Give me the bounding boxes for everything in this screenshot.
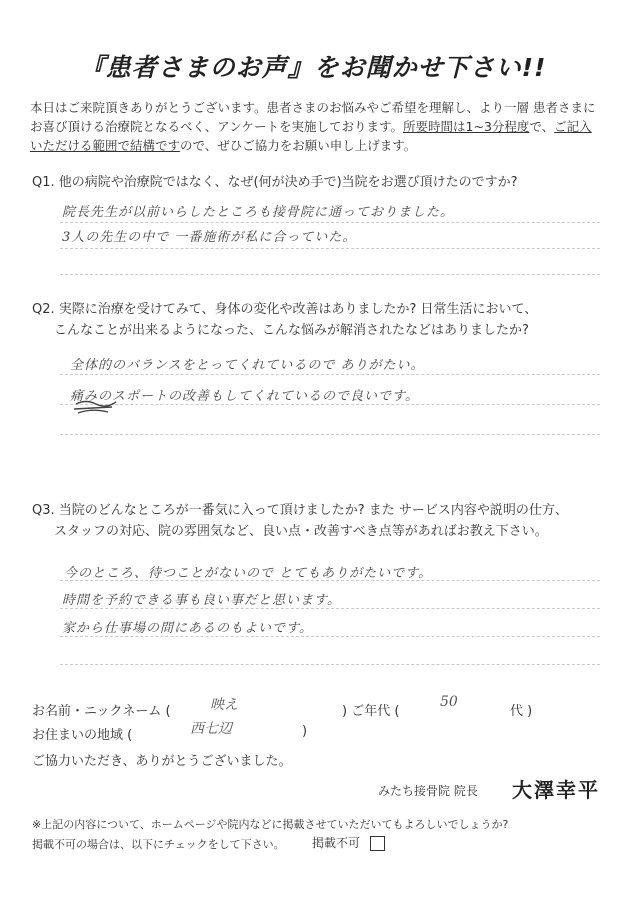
director-signature: 大澤幸平: [512, 778, 600, 802]
age-suffix: 代 ): [510, 704, 533, 719]
q2-answer-line-2: 痛みのスポートの改善もしてくれているので良いです。: [70, 389, 419, 404]
area-value[interactable]: 西七辺: [190, 721, 232, 737]
footer-note-1: ※上記の内容について、ホームページや院内などに掲載させていただいてもよろしいでしょうか?: [32, 818, 509, 831]
q1-rule-3: [60, 274, 600, 275]
q3-answer-line-3: 家から仕事場の間にあるのもよいです。: [62, 621, 313, 636]
page-title: 『患者さまのお声』をお聞かせ下さい!!: [79, 53, 547, 82]
q2-answer-line-1: 全体的のバランスをとってくれているので ありがたい。: [70, 358, 425, 373]
q1-rule-2: [60, 248, 600, 249]
q3-rule-3: [60, 636, 600, 637]
q3-answer-line-2: 時間を予約できる事も良い事だと思います。: [62, 593, 341, 608]
intro-time-note: 所要時間は1~3分程度: [403, 119, 530, 134]
name-value[interactable]: 映え: [210, 697, 238, 713]
intro-part3: ので、ぜひご協力をお願い申し上げます。: [180, 138, 417, 153]
q2-question-line-2: こんなことが出来るようになった、こんな悩みが解消されたなどはありましたか?: [54, 323, 529, 338]
intro-text: [30, 98, 600, 155]
publish-refusal-label: 掲載不可: [312, 836, 361, 850]
name-label: お名前・ニックネーム (: [32, 704, 171, 719]
q2-rule-2: [60, 404, 600, 405]
q2-rule-3: [60, 434, 600, 435]
area-label: お住まいの地域 (: [32, 728, 133, 743]
intro-part1: 本日はご来院頂きありがとうございます。患者さまのお悩みやご希望を理解し、より一層 患者さまにお喜び頂ける治療院となるべく、アンケートを実施しております。: [30, 100, 596, 134]
footer-note-2: 掲載不可の場合は、以下にチェックをして下さい。: [32, 838, 285, 851]
q3-question-line-2: スタッフの対応、院の雰囲気など、良い点・改善すべき点等があればお教え下さい。: [54, 524, 548, 539]
thanks-text: ご協力いただき、ありがとうございました。: [32, 754, 292, 769]
q3-rule-4: [60, 664, 600, 665]
q2-question-line-1: Q2. 実際に治療を受けてみて、身体の変化や改善はありましたか? 日常生活において、: [32, 302, 538, 317]
q3-question-line-1: Q3. 当院のどんなところが一番気に入って頂けましたか? また サービス内容や説明の仕方、: [32, 503, 568, 518]
intro-part2: で、: [529, 119, 555, 134]
q1-answer-line-1: 院長先生が以前いらしたところも接骨院に通っておりました。: [62, 205, 455, 220]
age-value[interactable]: 50: [440, 694, 458, 710]
clinic-name: みたち接骨院 院長: [378, 784, 478, 798]
q1-question: Q1. 他の病院や治療院ではなく、なぜ(何が決め手で)当院をお選び頂けたのですか?: [32, 175, 518, 190]
publish-refusal-checkbox[interactable]: [370, 833, 385, 852]
scribble-mark: [72, 396, 120, 418]
q2-rule-1: [60, 374, 600, 375]
q3-rule-2: [60, 608, 600, 609]
area-close: ): [302, 724, 308, 739]
intro-range-note: ご記入いただける範囲で結構です: [30, 119, 592, 153]
q1-answer-line-2: 3人の先生の中で 一番施術が私に合っていた。: [62, 230, 357, 245]
q3-answer-line-1: 今のところ、待つことがないので とてもありがたいです。: [64, 566, 433, 581]
q1-rule-1: [60, 222, 600, 223]
age-label: ) ご年代 (: [342, 704, 400, 719]
